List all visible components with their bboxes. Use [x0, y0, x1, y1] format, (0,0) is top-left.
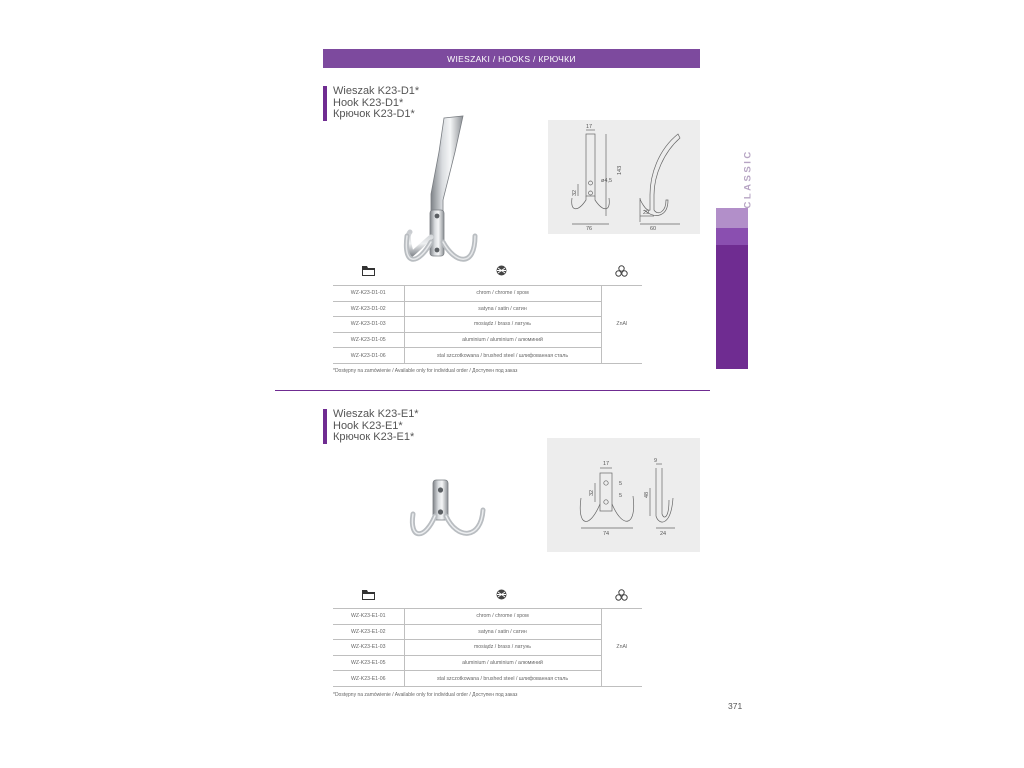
dim-label: 76 [586, 226, 593, 232]
table-cell-code: WZ-K23-D1-05 [333, 332, 404, 348]
dim-label: 74 [603, 531, 610, 537]
pattern-icon [496, 589, 507, 600]
dim-label: 17 [603, 461, 610, 467]
footnote: *Dostępny na zamówienie / Available only for individual order / Доступен под заказ [333, 692, 518, 698]
side-tab-light [716, 208, 748, 228]
table-row [333, 655, 642, 671]
dim-label: 60 [650, 226, 657, 232]
dim-label: 24 [660, 531, 667, 537]
table-cell-finish: aluminium / aluminium / алюминий [404, 332, 601, 348]
table-cell-finish: aluminium / aluminium / алюминий [404, 655, 601, 671]
side-tab-mid [716, 228, 748, 245]
product-title-en: Hook K23-E1* [333, 419, 403, 432]
dim-label: ø4,5 [601, 178, 613, 184]
circles-icon [615, 589, 628, 601]
table-cell-code: WZ-K23-D1-03 [333, 317, 404, 333]
dim-label: 48 [644, 491, 650, 498]
table-cell-finish: chrom / chrome / хром [404, 609, 601, 625]
table-cell-code: WZ-K23-E1-02 [333, 624, 404, 640]
page-number: 371 [728, 701, 743, 711]
table-row [333, 348, 642, 364]
footnote: *Dostępny na zamówienie / Available only for individual order / Доступен под заказ [333, 368, 518, 374]
dim-label: 143 [617, 165, 623, 175]
dim-label: 32 [572, 189, 578, 196]
circles-icon [615, 265, 628, 277]
table-cell-material: ZnAl [601, 609, 642, 687]
folder-icon [362, 266, 375, 276]
product-photo-k23-e1 [405, 478, 490, 544]
dim-label: 17 [586, 124, 593, 130]
product-title-en: Hook K23-D1* [333, 96, 404, 109]
section-header-bar [323, 49, 700, 68]
table-cell-finish: satyna / satin / сатин [404, 301, 601, 317]
table-cell-code: WZ-K23-D1-02 [333, 301, 404, 317]
table-cell-code: WZ-K23-D1-01 [333, 286, 404, 302]
table-cell-code: WZ-K23-D1-06 [333, 348, 404, 364]
pattern-icon [496, 265, 507, 276]
product-title-pl: Wieszak K23-E1* [333, 408, 419, 420]
dim-label: 9 [654, 458, 658, 464]
spec-table [333, 285, 642, 364]
dim-label: 5 [619, 493, 623, 499]
technical-drawing-k23-d1 [548, 120, 700, 234]
table-row [333, 317, 642, 333]
section-divider [275, 390, 710, 391]
product-photo-k23-d1 [395, 112, 495, 272]
table-row [333, 332, 642, 348]
table-row [333, 640, 642, 656]
dim-label: 29 [643, 210, 650, 216]
table-row [333, 286, 642, 302]
product-title-ru: Крючок K23-D1* [333, 108, 415, 120]
technical-drawing-k23-e1 [547, 438, 700, 552]
folder-icon [362, 590, 375, 600]
table-row [333, 301, 642, 317]
table-cell-code: WZ-K23-E1-03 [333, 640, 404, 656]
table-cell-finish: mosiądz / brass / латунь [404, 317, 601, 333]
table-cell-finish: satyna / satin / сатин [404, 624, 601, 640]
table-cell-finish: stal szczotkowana / brushed steel / шлифованная сталь [404, 671, 601, 687]
section-header-title: WIESZAKI / HOOKS / КРЮЧКИ [447, 53, 576, 64]
table-cell-code: WZ-K23-E1-05 [333, 655, 404, 671]
table-row [333, 624, 642, 640]
side-tab-label: CLASSIC [742, 149, 754, 209]
product-title-block [323, 409, 419, 444]
dim-label: 5 [619, 481, 623, 487]
spec-table [333, 608, 642, 687]
side-tab-dark [716, 245, 748, 369]
table-cell-finish: stal szczotkowana / brushed steel / шлифованная сталь [404, 348, 601, 364]
table-row [333, 609, 642, 625]
dim-label: 32 [589, 489, 595, 496]
table-cell-material: ZnAl [601, 286, 642, 364]
table-cell-finish: mosiądz / brass / латунь [404, 640, 601, 656]
product-title-ru: Крючок K23-E1* [333, 431, 415, 443]
table-cell-finish: chrom / chrome / хром [404, 286, 601, 302]
table-row [333, 671, 642, 687]
table-cell-code: WZ-K23-E1-01 [333, 609, 404, 625]
product-title-pl: Wieszak K23-D1* [333, 85, 420, 97]
table-cell-code: WZ-K23-E1-06 [333, 671, 404, 687]
